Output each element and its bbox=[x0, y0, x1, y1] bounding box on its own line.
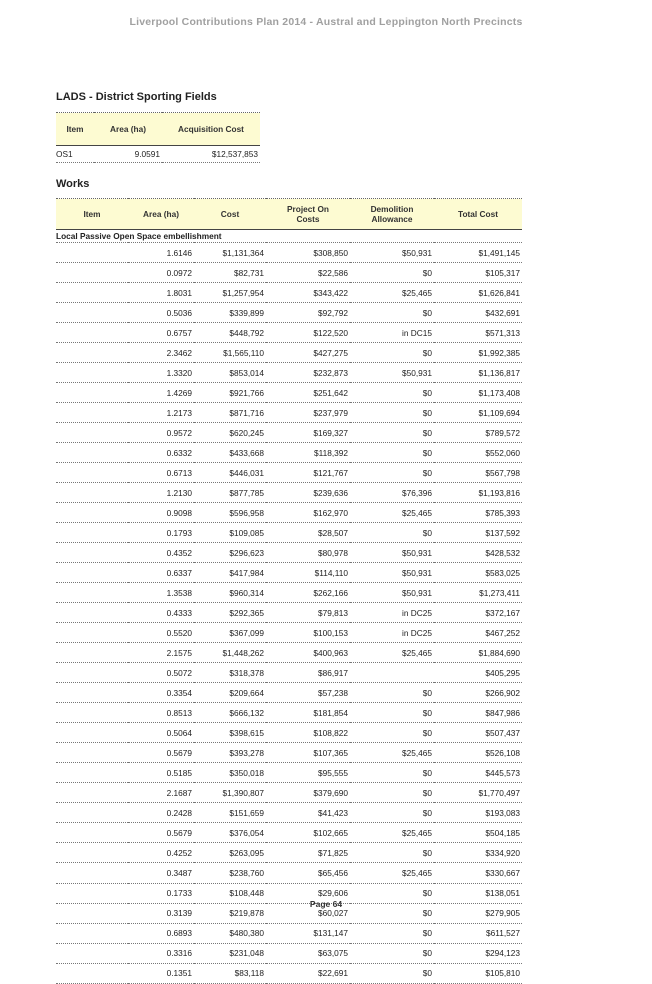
works-row bbox=[56, 343, 522, 363]
works-cell-item bbox=[56, 923, 128, 943]
works-cell-cost: $666,132 bbox=[194, 703, 266, 723]
works-row bbox=[56, 743, 522, 763]
works-header-area: Area (ha) bbox=[128, 199, 194, 230]
works-cell-item bbox=[56, 703, 128, 723]
works-cell-total-cost: $567,798 bbox=[434, 463, 522, 483]
works-header-row bbox=[56, 199, 522, 230]
works-cell-item bbox=[56, 343, 128, 363]
works-cell-area: 0.5036 bbox=[128, 303, 194, 323]
works-cell-total-cost: $847,986 bbox=[434, 703, 522, 723]
works-cell-cost: $209,664 bbox=[194, 683, 266, 703]
works-cell-project-on-costs: $60,027 bbox=[266, 903, 350, 923]
works-cell-cost: $292,365 bbox=[194, 603, 266, 623]
works-cell-area: 0.2428 bbox=[128, 803, 194, 823]
works-cell-item bbox=[56, 583, 128, 603]
works-cell-total-cost: $279,905 bbox=[434, 903, 522, 923]
works-cell-area: 0.3316 bbox=[128, 943, 194, 963]
lads-section-title: LADS - District Sporting Fields bbox=[56, 91, 217, 103]
works-cell-project-on-costs: $239,636 bbox=[266, 483, 350, 503]
works-cell-project-on-costs: $181,854 bbox=[266, 703, 350, 723]
works-cell-project-on-costs: $131,147 bbox=[266, 923, 350, 943]
works-cell-cost: $960,314 bbox=[194, 583, 266, 603]
works-cell-total-cost: $583,025 bbox=[434, 563, 522, 583]
works-cell-item bbox=[56, 543, 128, 563]
works-cell-area: 1.3538 bbox=[128, 583, 194, 603]
works-row bbox=[56, 403, 522, 423]
works-cell-area: 0.5064 bbox=[128, 723, 194, 743]
works-cell-demolition-allowance: $0 bbox=[350, 883, 434, 903]
works-cell-cost: $231,048 bbox=[194, 943, 266, 963]
works-cell-project-on-costs: $427,275 bbox=[266, 343, 350, 363]
works-row bbox=[56, 583, 522, 603]
works-row bbox=[56, 363, 522, 383]
works-cell-project-on-costs: $107,365 bbox=[266, 743, 350, 763]
works-cell-cost: $1,565,110 bbox=[194, 343, 266, 363]
works-cell-project-on-costs: $65,456 bbox=[266, 863, 350, 883]
works-cell-cost: $339,899 bbox=[194, 303, 266, 323]
works-cell-area: 0.4333 bbox=[128, 603, 194, 623]
works-cell-total-cost: $785,393 bbox=[434, 503, 522, 523]
works-cell-cost: $877,785 bbox=[194, 483, 266, 503]
works-cell-cost: $350,018 bbox=[194, 763, 266, 783]
works-row bbox=[56, 723, 522, 743]
works-cell-demolition-allowance: $25,465 bbox=[350, 503, 434, 523]
works-cell-project-on-costs: $343,422 bbox=[266, 283, 350, 303]
works-cell-total-cost: $334,920 bbox=[434, 843, 522, 863]
works-row bbox=[56, 243, 522, 263]
works-cell-total-cost: $428,532 bbox=[434, 543, 522, 563]
works-row bbox=[56, 783, 522, 803]
works-cell-project-on-costs: $308,850 bbox=[266, 243, 350, 263]
works-row bbox=[56, 483, 522, 503]
works-cell-cost: $921,766 bbox=[194, 383, 266, 403]
works-cell-total-cost: $1,491,145 bbox=[434, 243, 522, 263]
works-cell-cost: $263,095 bbox=[194, 843, 266, 863]
works-cell-total-cost: $1,109,694 bbox=[434, 403, 522, 423]
works-cell-project-on-costs: $100,153 bbox=[266, 623, 350, 643]
works-cell-demolition-allowance: $0 bbox=[350, 783, 434, 803]
works-cell-project-on-costs: $114,110 bbox=[266, 563, 350, 583]
works-cell-item bbox=[56, 623, 128, 643]
works-cell-demolition-allowance: $0 bbox=[350, 463, 434, 483]
lads-cell-item: OS1 bbox=[56, 146, 94, 163]
works-cell-project-on-costs: $379,690 bbox=[266, 783, 350, 803]
works-cell-item bbox=[56, 243, 128, 263]
works-cell-demolition-allowance: $0 bbox=[350, 943, 434, 963]
works-cell-area: 0.5072 bbox=[128, 663, 194, 683]
works-cell-total-cost: $105,317 bbox=[434, 263, 522, 283]
works-cell-demolition-allowance: $0 bbox=[350, 803, 434, 823]
works-cell-demolition-allowance: $0 bbox=[350, 843, 434, 863]
works-cell-area: 1.2130 bbox=[128, 483, 194, 503]
works-cell-demolition-allowance: $0 bbox=[350, 383, 434, 403]
works-cell-item bbox=[56, 723, 128, 743]
works-cell-cost: $871,716 bbox=[194, 403, 266, 423]
works-cell-demolition-allowance: $50,931 bbox=[350, 563, 434, 583]
lads-row bbox=[56, 146, 260, 163]
works-cell-item bbox=[56, 743, 128, 763]
works-cell-demolition-allowance: $50,931 bbox=[350, 243, 434, 263]
works-cell-area: 0.1733 bbox=[128, 883, 194, 903]
works-row bbox=[56, 383, 522, 403]
works-cell-demolition-allowance bbox=[350, 663, 434, 683]
works-cell-project-on-costs: $28,507 bbox=[266, 523, 350, 543]
works-cell-item bbox=[56, 763, 128, 783]
works-cell-demolition-allowance: $0 bbox=[350, 763, 434, 783]
works-cell-total-cost: $611,527 bbox=[434, 923, 522, 943]
works-cell-area: 0.6332 bbox=[128, 443, 194, 463]
works-cell-area: 0.9098 bbox=[128, 503, 194, 523]
works-cell-total-cost: $1,193,816 bbox=[434, 483, 522, 503]
works-cell-area: 0.3139 bbox=[128, 903, 194, 923]
works-cell-total-cost: $445,573 bbox=[434, 763, 522, 783]
works-cell-area: 0.3487 bbox=[128, 863, 194, 883]
works-cell-total-cost: $1,626,841 bbox=[434, 283, 522, 303]
works-cell-item bbox=[56, 423, 128, 443]
works-cell-demolition-allowance: $50,931 bbox=[350, 543, 434, 563]
works-cell-total-cost: $552,060 bbox=[434, 443, 522, 463]
works-cell-area: 0.1351 bbox=[128, 963, 194, 983]
works-cell-total-cost: $137,592 bbox=[434, 523, 522, 543]
works-cell-total-cost: $1,992,385 bbox=[434, 343, 522, 363]
works-cell-cost: $1,448,262 bbox=[194, 643, 266, 663]
works-cell-item bbox=[56, 483, 128, 503]
works-cell-item bbox=[56, 863, 128, 883]
works-row bbox=[56, 963, 522, 983]
works-cell-item bbox=[56, 683, 128, 703]
lads-header-acquisition-cost: Acquisition Cost bbox=[162, 113, 260, 146]
works-cell-area: 2.1687 bbox=[128, 783, 194, 803]
works-row bbox=[56, 643, 522, 663]
works-cell-total-cost: $1,273,411 bbox=[434, 583, 522, 603]
works-cell-demolition-allowance: $25,465 bbox=[350, 823, 434, 843]
works-cell-total-cost: $1,884,690 bbox=[434, 643, 522, 663]
works-row bbox=[56, 303, 522, 323]
works-cell-demolition-allowance: $0 bbox=[350, 403, 434, 423]
works-row bbox=[56, 843, 522, 863]
works-subheading: Local Passive Open Space embellishment bbox=[56, 230, 522, 243]
works-row bbox=[56, 863, 522, 883]
works-cell-demolition-allowance: $0 bbox=[350, 423, 434, 443]
works-cell-total-cost: $571,313 bbox=[434, 323, 522, 343]
works-cell-cost: $480,380 bbox=[194, 923, 266, 943]
works-cell-project-on-costs: $92,792 bbox=[266, 303, 350, 323]
works-cell-demolition-allowance: $0 bbox=[350, 263, 434, 283]
works-cell-area: 1.2173 bbox=[128, 403, 194, 423]
lads-header-item: Item bbox=[56, 113, 94, 146]
works-cell-demolition-allowance: $0 bbox=[350, 923, 434, 943]
works-cell-project-on-costs: $251,642 bbox=[266, 383, 350, 403]
works-cell-item bbox=[56, 403, 128, 423]
works-row bbox=[56, 563, 522, 583]
works-row bbox=[56, 283, 522, 303]
works-cell-demolition-allowance: in DC25 bbox=[350, 623, 434, 643]
works-cell-demolition-allowance: $50,931 bbox=[350, 363, 434, 383]
works-cell-demolition-allowance: $0 bbox=[350, 963, 434, 983]
works-row bbox=[56, 603, 522, 623]
works-cell-cost: $1,390,807 bbox=[194, 783, 266, 803]
works-row bbox=[56, 703, 522, 723]
works-cell-item bbox=[56, 783, 128, 803]
works-cell-demolition-allowance: $0 bbox=[350, 903, 434, 923]
works-row bbox=[56, 263, 522, 283]
works-row bbox=[56, 503, 522, 523]
works-cell-area: 0.1793 bbox=[128, 523, 194, 543]
works-cell-cost: $376,054 bbox=[194, 823, 266, 843]
works-cell-area: 1.4269 bbox=[128, 383, 194, 403]
works-cell-cost: $393,278 bbox=[194, 743, 266, 763]
works-cell-demolition-allowance: in DC25 bbox=[350, 603, 434, 623]
lads-header-area: Area (ha) bbox=[94, 113, 162, 146]
works-cell-area: 0.5679 bbox=[128, 743, 194, 763]
works-cell-cost: $108,448 bbox=[194, 883, 266, 903]
works-cell-project-on-costs: $79,813 bbox=[266, 603, 350, 623]
works-cell-area: 1.6146 bbox=[128, 243, 194, 263]
works-cell-project-on-costs: $29,606 bbox=[266, 883, 350, 903]
works-cell-total-cost: $789,572 bbox=[434, 423, 522, 443]
works-cell-item bbox=[56, 843, 128, 863]
works-cell-area: 2.1575 bbox=[128, 643, 194, 663]
works-cell-total-cost: $294,123 bbox=[434, 943, 522, 963]
works-cell-cost: $620,245 bbox=[194, 423, 266, 443]
document-header-title: Liverpool Contributions Plan 2014 - Austral and Leppington North Precincts bbox=[129, 16, 523, 28]
works-cell-item bbox=[56, 803, 128, 823]
works-cell-demolition-allowance: $76,396 bbox=[350, 483, 434, 503]
works-row bbox=[56, 443, 522, 463]
works-cell-item bbox=[56, 663, 128, 683]
works-cell-item bbox=[56, 523, 128, 543]
works-cell-demolition-allowance: $0 bbox=[350, 723, 434, 743]
works-cell-item bbox=[56, 503, 128, 523]
works-cell-total-cost: $467,252 bbox=[434, 623, 522, 643]
works-cell-cost: $596,958 bbox=[194, 503, 266, 523]
works-cell-cost: $398,615 bbox=[194, 723, 266, 743]
works-cell-cost: $367,099 bbox=[194, 623, 266, 643]
lads-cell-acquisition-cost: $12,537,853 bbox=[162, 146, 260, 163]
works-cell-cost: $109,085 bbox=[194, 523, 266, 543]
works-row bbox=[56, 823, 522, 843]
works-section-title: Works bbox=[56, 178, 90, 190]
works-cell-area: 0.6757 bbox=[128, 323, 194, 343]
works-cell-project-on-costs: $57,238 bbox=[266, 683, 350, 703]
works-cell-project-on-costs: $95,555 bbox=[266, 763, 350, 783]
works-cell-area: 0.6893 bbox=[128, 923, 194, 943]
works-cell-area: 0.0972 bbox=[128, 263, 194, 283]
works-body bbox=[56, 230, 522, 984]
works-cell-total-cost: $372,167 bbox=[434, 603, 522, 623]
works-cell-item bbox=[56, 363, 128, 383]
lads-header-row bbox=[56, 113, 260, 146]
works-cell-area: 0.6713 bbox=[128, 463, 194, 483]
works-row bbox=[56, 683, 522, 703]
works-cell-demolition-allowance: $25,465 bbox=[350, 283, 434, 303]
works-cell-item bbox=[56, 283, 128, 303]
works-header-item: Item bbox=[56, 199, 128, 230]
works-cell-total-cost: $138,051 bbox=[434, 883, 522, 903]
works-cell-total-cost: $1,173,408 bbox=[434, 383, 522, 403]
works-cell-item bbox=[56, 943, 128, 963]
works-row bbox=[56, 663, 522, 683]
works-cell-area: 0.5520 bbox=[128, 623, 194, 643]
works-cell-cost: $853,014 bbox=[194, 363, 266, 383]
works-header-demolition-allowance: Demolition Allowance bbox=[350, 199, 434, 230]
works-cell-area: 0.5185 bbox=[128, 763, 194, 783]
works-cell-area: 0.8513 bbox=[128, 703, 194, 723]
works-row bbox=[56, 323, 522, 343]
works-cell-area: 0.6337 bbox=[128, 563, 194, 583]
works-header-project-on-costs: Project On Costs bbox=[266, 199, 350, 230]
works-cell-cost: $446,031 bbox=[194, 463, 266, 483]
works-cell-area: 0.4252 bbox=[128, 843, 194, 863]
works-cell-project-on-costs: $71,825 bbox=[266, 843, 350, 863]
works-cell-project-on-costs: $22,691 bbox=[266, 963, 350, 983]
works-row bbox=[56, 763, 522, 783]
works-cell-demolition-allowance: $25,465 bbox=[350, 743, 434, 763]
works-cell-total-cost: $504,185 bbox=[434, 823, 522, 843]
works-cell-demolition-allowance: $25,465 bbox=[350, 863, 434, 883]
works-row bbox=[56, 423, 522, 443]
works-cell-item bbox=[56, 263, 128, 283]
works-cell-item bbox=[56, 643, 128, 663]
page-number: Page 64 bbox=[309, 899, 343, 909]
works-cell-item bbox=[56, 963, 128, 983]
works-cell-item bbox=[56, 383, 128, 403]
works-subheading-row bbox=[56, 230, 522, 243]
works-cell-project-on-costs: $86,917 bbox=[266, 663, 350, 683]
works-cell-area: 0.3354 bbox=[128, 683, 194, 703]
works-cell-project-on-costs: $262,166 bbox=[266, 583, 350, 603]
works-cell-project-on-costs: $232,873 bbox=[266, 363, 350, 383]
works-cell-cost: $1,257,954 bbox=[194, 283, 266, 303]
works-cell-item bbox=[56, 303, 128, 323]
lads-table bbox=[56, 112, 260, 163]
works-cell-total-cost: $405,295 bbox=[434, 663, 522, 683]
works-cell-area: 1.8031 bbox=[128, 283, 194, 303]
works-header-total-cost: Total Cost bbox=[434, 199, 522, 230]
works-cell-demolition-allowance: $50,931 bbox=[350, 583, 434, 603]
works-cell-demolition-allowance: in DC15 bbox=[350, 323, 434, 343]
works-cell-cost: $448,792 bbox=[194, 323, 266, 343]
works-cell-area: 0.5679 bbox=[128, 823, 194, 843]
works-cell-project-on-costs: $122,520 bbox=[266, 323, 350, 343]
works-cell-total-cost: $1,770,497 bbox=[434, 783, 522, 803]
works-cell-item bbox=[56, 443, 128, 463]
works-cell-project-on-costs: $121,767 bbox=[266, 463, 350, 483]
works-cell-cost: $83,118 bbox=[194, 963, 266, 983]
works-cell-demolition-allowance: $0 bbox=[350, 443, 434, 463]
works-cell-item bbox=[56, 563, 128, 583]
works-cell-project-on-costs: $80,978 bbox=[266, 543, 350, 563]
works-cell-total-cost: $105,810 bbox=[434, 963, 522, 983]
works-cell-cost: $82,731 bbox=[194, 263, 266, 283]
works-cell-demolition-allowance: $0 bbox=[350, 303, 434, 323]
works-cell-total-cost: $1,136,817 bbox=[434, 363, 522, 383]
works-cell-cost: $1,131,364 bbox=[194, 243, 266, 263]
works-cell-project-on-costs: $118,392 bbox=[266, 443, 350, 463]
works-cell-cost: $296,623 bbox=[194, 543, 266, 563]
works-row bbox=[56, 803, 522, 823]
works-cell-demolition-allowance: $0 bbox=[350, 343, 434, 363]
works-header-cost: Cost bbox=[194, 199, 266, 230]
works-row bbox=[56, 543, 522, 563]
works-cell-project-on-costs: $41,423 bbox=[266, 803, 350, 823]
works-cell-project-on-costs: $108,822 bbox=[266, 723, 350, 743]
works-cell-total-cost: $266,902 bbox=[434, 683, 522, 703]
works-cell-total-cost: $526,108 bbox=[434, 743, 522, 763]
works-cell-total-cost: $507,437 bbox=[434, 723, 522, 743]
works-cell-total-cost: $193,083 bbox=[434, 803, 522, 823]
works-cell-project-on-costs: $22,586 bbox=[266, 263, 350, 283]
works-cell-cost: $433,668 bbox=[194, 443, 266, 463]
works-cell-project-on-costs: $400,963 bbox=[266, 643, 350, 663]
works-cell-project-on-costs: $169,327 bbox=[266, 423, 350, 443]
works-row bbox=[56, 523, 522, 543]
works-cell-cost: $318,378 bbox=[194, 663, 266, 683]
works-cell-cost: $151,659 bbox=[194, 803, 266, 823]
works-cell-demolition-allowance: $25,465 bbox=[350, 643, 434, 663]
works-cell-demolition-allowance: $0 bbox=[350, 703, 434, 723]
works-cell-item bbox=[56, 603, 128, 623]
works-cell-item bbox=[56, 323, 128, 343]
works-cell-area: 0.4352 bbox=[128, 543, 194, 563]
works-cell-total-cost: $330,667 bbox=[434, 863, 522, 883]
works-row bbox=[56, 623, 522, 643]
works-cell-demolition-allowance: $0 bbox=[350, 683, 434, 703]
works-cell-cost: $219,878 bbox=[194, 903, 266, 923]
works-row bbox=[56, 923, 522, 943]
works-cell-cost: $238,760 bbox=[194, 863, 266, 883]
works-cell-area: 0.9572 bbox=[128, 423, 194, 443]
works-cell-item bbox=[56, 823, 128, 843]
works-cell-project-on-costs: $162,970 bbox=[266, 503, 350, 523]
works-cell-area: 2.3462 bbox=[128, 343, 194, 363]
works-cell-demolition-allowance: $0 bbox=[350, 523, 434, 543]
works-cell-project-on-costs: $63,075 bbox=[266, 943, 350, 963]
works-table bbox=[56, 198, 522, 984]
works-cell-project-on-costs: $102,665 bbox=[266, 823, 350, 843]
works-cell-total-cost: $432,691 bbox=[434, 303, 522, 323]
works-cell-item bbox=[56, 463, 128, 483]
works-cell-area: 1.3320 bbox=[128, 363, 194, 383]
works-row bbox=[56, 463, 522, 483]
works-cell-cost: $417,984 bbox=[194, 563, 266, 583]
lads-cell-area: 9.0591 bbox=[94, 146, 162, 163]
works-cell-project-on-costs: $237,979 bbox=[266, 403, 350, 423]
works-row bbox=[56, 943, 522, 963]
